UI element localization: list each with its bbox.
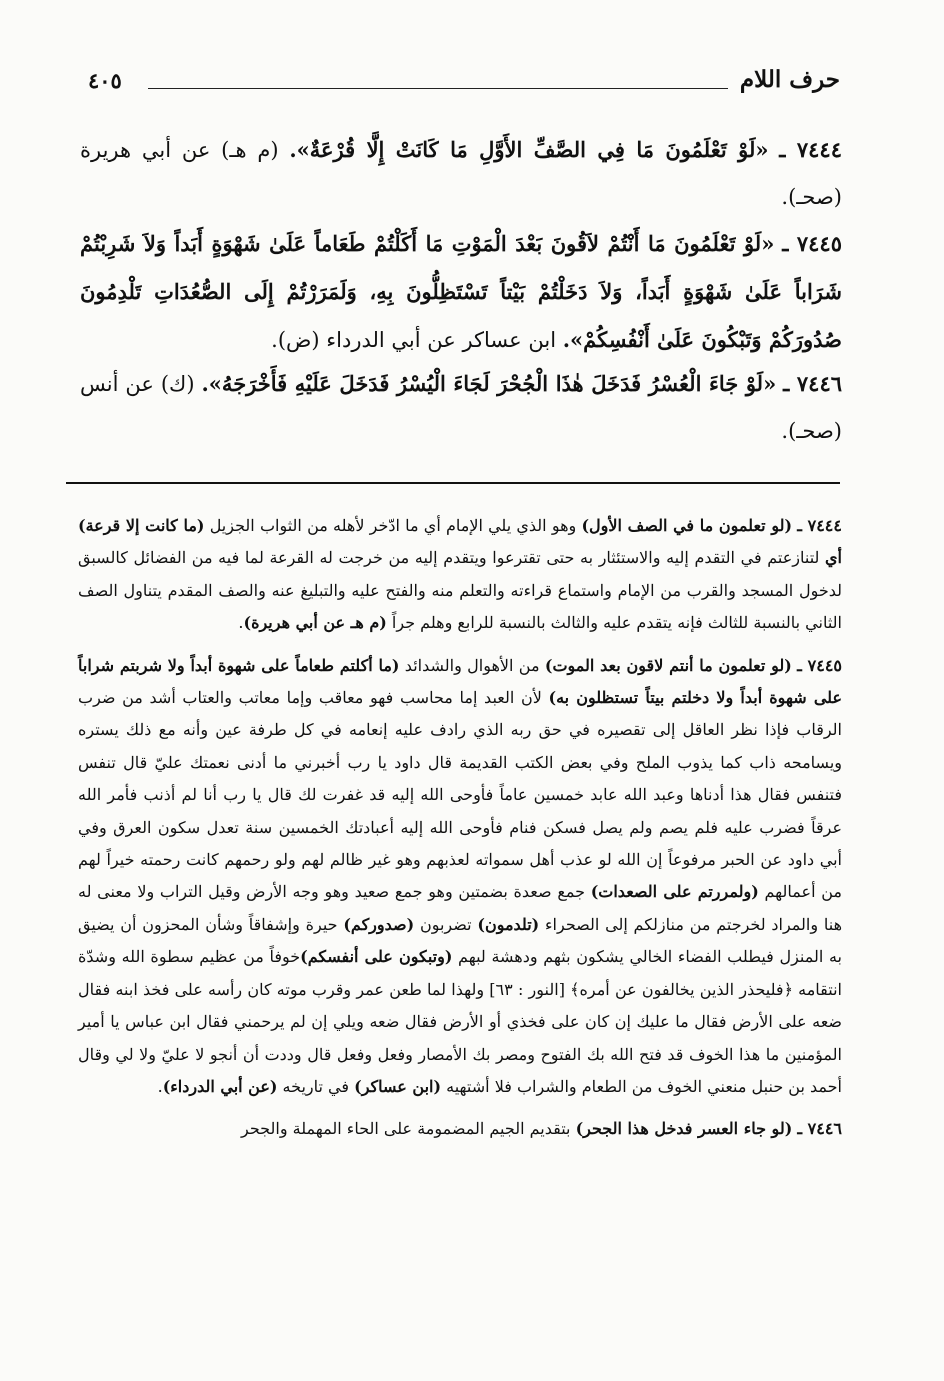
hadith-entry	[80, 126, 842, 221]
hadith-entry	[80, 360, 842, 455]
commentary-part: بتقديم الجيم المضمومة على الحاء المهملة والجحر	[241, 1119, 576, 1139]
commentary-number: ٧٤٤٥ ـ	[797, 655, 843, 675]
commentary-part: لأن العبد إما محاسب فهو معاقب وإما معاتب والعتاب أشد من ضرب الرقاب فإذا نظر العاقل إلى تقصيره في حق ربه الذي رادف عليه إنعامه في كل طرفة عين وأنه مع ذلك يستره ويسامحه ذاب كما يذوب الملح وفي بعض الكتب القديمة قال داود يا رب أخبرني ما أدنى نعمتك عليّ قال تنفس فتنفس فقال هذا أدناها وعبد الله عابد خمسين عاماً فأوحى الله إليه قد غفرت لك قال يا رب أنا لم أذنب فأمر الله عرقاً فضرب عليه فلم يصم ولم يصل فسكن فنام فأوحى الله إليه أعبادتك الخمسين سنة تعدل سكون العرق وفي أبي داود عن الحبر مرفوعاً إن الله لو عذب أهل سمواته لعذبهم وهو غير ظالم لهم ولو رحمهم كانت رحمته خيراً لهم من أعمالهم	[78, 688, 843, 902]
commentary-part: جمع صعدة بضمتين وهو جمع صعيد وهو وجه الأرض وقيل التراب ولا معنى له هنا والمراد لخرجتم من منازلكم إلى الصحراء	[78, 882, 843, 934]
header-rule	[148, 88, 728, 89]
hadith-source: ابن عساكر عن أبي الدرداء (ض).	[271, 328, 557, 352]
commentary-part: (صدوركم)	[343, 914, 415, 934]
commentary-part: (وتبكون على أنفسكم)	[300, 947, 453, 967]
commentary-part: (عن أبي الدرداء)	[162, 1076, 278, 1096]
commentary-section	[78, 510, 842, 1156]
footnote-separator	[66, 482, 840, 484]
commentary-part: (لو جاء العسر فدخل هذا الجحر)	[575, 1119, 793, 1139]
commentary-entry	[78, 650, 842, 1104]
hadith-source: (م هـ) عن أبي هريرة (صحـ).	[80, 138, 842, 209]
commentary-part: (لو تعلمون ما أنتم لاقون بعد الموت)	[544, 655, 792, 675]
hadith-number: ٧٤٤٥ ـ	[782, 231, 842, 256]
page-number: ٤٠٥	[88, 68, 122, 93]
commentary-part: (م هـ عن أبي هريرة)	[243, 613, 387, 633]
hadith-text: «لَوْ تَعْلَمُونَ مَا أَنْتُمْ لاَقُونَ بَعْدَ الْمَوْتِ مَا أَكَلْتُمْ طَعَاماً عَلَىٰ شَهْوَةٍ أَبَداً وَلاَ شَرِبْتُمْ شَرَاباً عَلَىٰ شَهْوَةٍ أَبَداً، وَلاَ دَخَلْتُمْ بَيْتاً تَسْتَظِلُّونَ بِهِ، وَلَمَرَرْتُمْ إِلَى الصُّعُدَاتِ تَلْدِمُونَ صُدُورَكُمْ وَتَبْكُونَ عَلَىٰ أَنْفُسِكُمْ».	[80, 231, 842, 352]
commentary-part: .	[157, 1076, 163, 1096]
hadith-text: «لَوْ تَعْلَمُونَ مَا فِي الصَّفِّ الأَوَّلِ مَا كَانَتْ إِلَّا قُرْعَةٌ».	[289, 137, 769, 162]
commentary-part: (لو تعلمون ما في الصف الأول)	[581, 516, 793, 535]
commentary-part: (ابن عساكر)	[354, 1076, 442, 1096]
commentary-part: لتنازعتم في التقدم إليه والاستئثار به حتى تقترعوا ويتقدم إليه من خرجت له القرعة لما فيه من الفضائل كالسبق لدخول المسجد والقرب من الإمام واستماع قراءته والتعلم منه والفتح عليه والتبليغ عنه والصف المقدم يتناول الصف الثاني بالنسبة للثالث فإنه يتقدم عليه والثالث بالنسبة للرابع وهلم جراً	[78, 548, 842, 633]
hadith-number: ٧٤٤٦ ـ	[783, 371, 843, 396]
commentary-entry	[78, 1113, 842, 1145]
commentary-part: حيرة وإشفاقاً وشأن المحزون أن يضيق به المنزل فيطلب الفضاء الخالي يشكون بثهم ودهشة لبهم	[78, 914, 842, 967]
commentary-number: ٧٤٤٦ ـ	[797, 1119, 842, 1139]
commentary-part: تضربون	[414, 914, 478, 934]
hadith-source: (ك) عن أنس (صحـ).	[80, 372, 842, 443]
chapter-title: حرف اللام	[739, 66, 840, 93]
commentary-part: .	[238, 613, 244, 633]
hadith-entry	[80, 220, 842, 364]
commentary-entry	[78, 510, 842, 640]
commentary-part: من الأهوال والشدائد	[399, 655, 545, 675]
commentary-part: (ما أكلتم طعاماً على شهوة أبداً ولا شربتم شراباً على شهوة أبداً ولا دخلتم بيتاً تستظلون به)	[78, 655, 843, 708]
hadith-text: «لَوْ جَاءَ الْعُسْرُ فَدَخَلَ هٰذَا الْجُحْرَ لَجَاءَ الْيُسْرُ فَدَخَلَ عَلَيْهِ فَأَخْرَجَهُ».	[201, 371, 777, 396]
commentary-part: خوفاً من عظيم سطوة الله وشدّة انتقامه ﴿فليحذر الذين يخالفون عن أمره﴾ [النور : ٦٣] ولهذا لما طعن عمر وقرب موته كان رأسه على فخذ ابنه فقال ضعه على الأرض فقال ما عليك إن كان على فخذي أو الأرض فقال ضعه ويلي إن لم يرحمني فقال ابن عباس يا أمير المؤمنين ما هذا الخوف قد فتح الله بك الفتوح ومصر بك الأمصار وفعل وفعل قال وددت أن أنجو لا عليّ ولا لي وقال أحمد بن حنبل منعني الخوف من الطعام والشراب فلا أشتهيه	[78, 947, 842, 1096]
commentary-part: (تلدمون)	[477, 914, 540, 934]
commentary-part: في تاريخه	[277, 1076, 355, 1096]
commentary-part: وهو الذي يلي الإمام أي ما ادّخر لأهله من الثواب الجزيل	[204, 516, 582, 535]
commentary-number: ٧٤٤٤ ـ	[797, 516, 842, 535]
hadith-number: ٧٤٤٤ ـ	[779, 137, 842, 162]
commentary-part: (ما كانت إلا قرعة) أي	[78, 516, 842, 568]
page-header	[88, 66, 840, 102]
commentary-part: (ولمررتم على الصعدات)	[590, 882, 759, 902]
